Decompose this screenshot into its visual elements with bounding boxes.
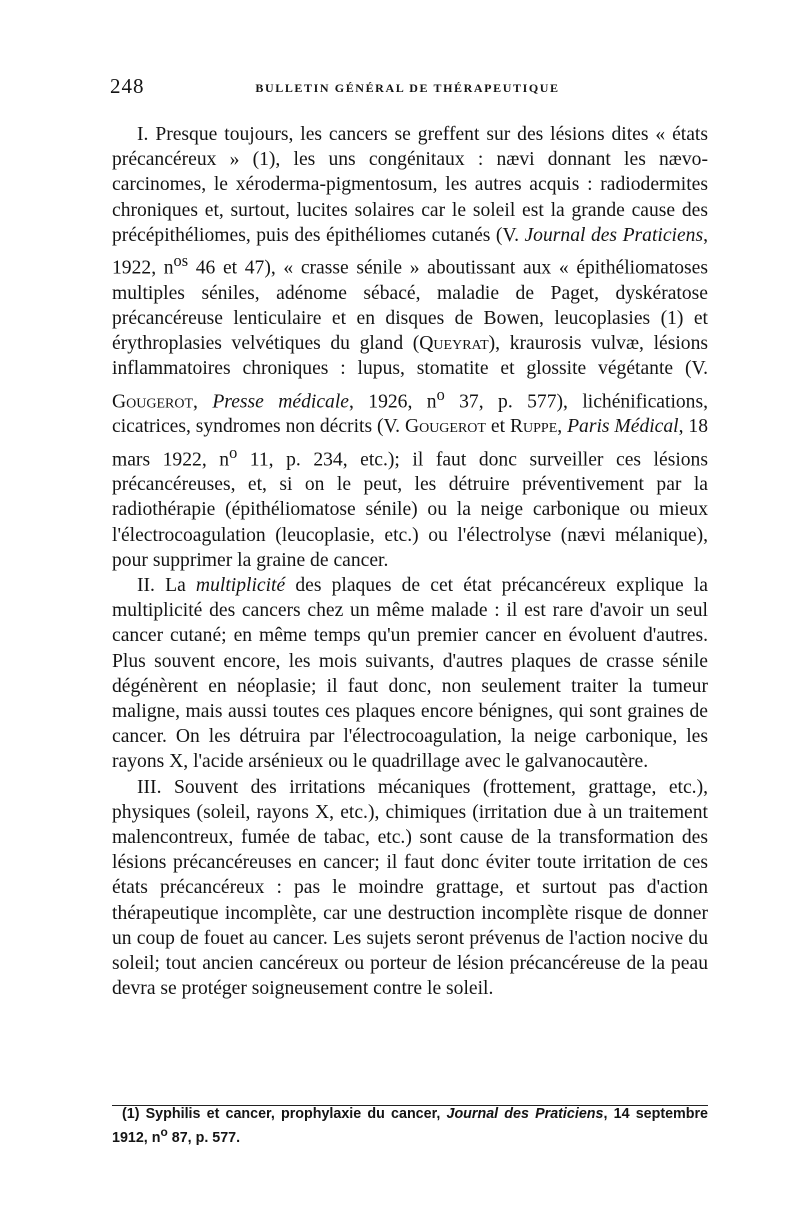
page-header xyxy=(110,74,705,104)
paragraph-3: III. Souvent des irritations mécaniques (frottement, grattage, etc.), physiques (soleil, rayons X, etc.), chimiques (irritation due à un traitement malencontreux, fumée de tabac, etc.) sont cause de la transformation des lésions précancéreuses en cancer; il faut donc éviter toute irritation de ces états précancéreux : pas le moindre grattage, et surtout pas d'action thérapeutique incomplète, car une destruction incomplète risque de donner un coup de fouet au cancer. Les sujets seront prévenus de l'action nocive du soleil; tout ancien cancéreux ou porteur de lésion précancéreuse de la peau devra se protéger soigneusement contre le soleil. xyxy=(112,776,708,1000)
page-number: 248 xyxy=(110,74,145,98)
body-text xyxy=(112,122,708,1002)
running-head: BULLETIN GÉNÉRAL DE THÉRAPEUTIQUE xyxy=(255,81,560,95)
footnote: (1) Syphilis et cancer, prophylaxie du cancer, Journal des Praticiens, 14 septembre 1912, $n^o$ 87, p. 577. xyxy=(112,1106,708,1146)
paragraph-2: II. La multiplicité des plaques de cet état précancéreux explique la multiplicité des cancers chez un même malade : il est rare d'avoir un seul cancer cutané; en même temps qu'un premier cancer en évoluent d'autres. Plus souvent encore, les mois suivants, d'autres plaques de crasse sénile dégénèrent en néoplasie; il faut donc, non seulement traiter la tumeur maligne, mais aussi toutes ces plaques encore bénignes, qui sont graines de cancer. On les détruira par l'électrocoagulation, la neige carbonique, les rayons X, l'acide arsénieux ou le quadrillage avec le galvanocautère. xyxy=(112,575,708,773)
paragraph-1: I. Presque toujours, les cancers se greffent sur des lésions dites « états précancéreux » (1), les uns congénitaux : nævi donnant les nævo-carcinomes, le xéroderma-pigmentosum, les autres acquis : radiodermites chroniques et, surtout, lucites solaires car le soleil est la grande cause des précépithéliomes, puis des épithéliomes cutanés (V. Journal des Praticiens, 1922, $n^{os}$ 46 et 47), « crasse sénile » aboutissant aux « épithéliomatoses multiples séniles, adénome sébacé, maladie de Paget, dyskératose précancéreuse lenticulaire et en disques de Bowen, leucoplasies (1) et érythroplasies velvétiques du gland (Queyrat), kraurosis vulvæ, lésions inflammatoires chroniques : lupus, stomatite et glossite végétante (V. Gougerot, Presse médicale, 1926, $n^o$ 37, p. 577), lichénifications, cicatrices, syndromes non décrits (V. Gougerot et Ruppe, Paris Médical, 18 mars 1922, $n^o$ 11, p. 234, etc.); il faut donc surveiller ces lésions précancéreuses, et, si on le peut, les détruire préventivement par la radiothérapie (épithéliomatose sénile) ou la neige carbonique ou mieux l'électrocoagulation (leucoplasie, etc.) ou l'électrolyse (nævi mélanique), pour supprimer la graine de cancer. xyxy=(112,124,709,571)
